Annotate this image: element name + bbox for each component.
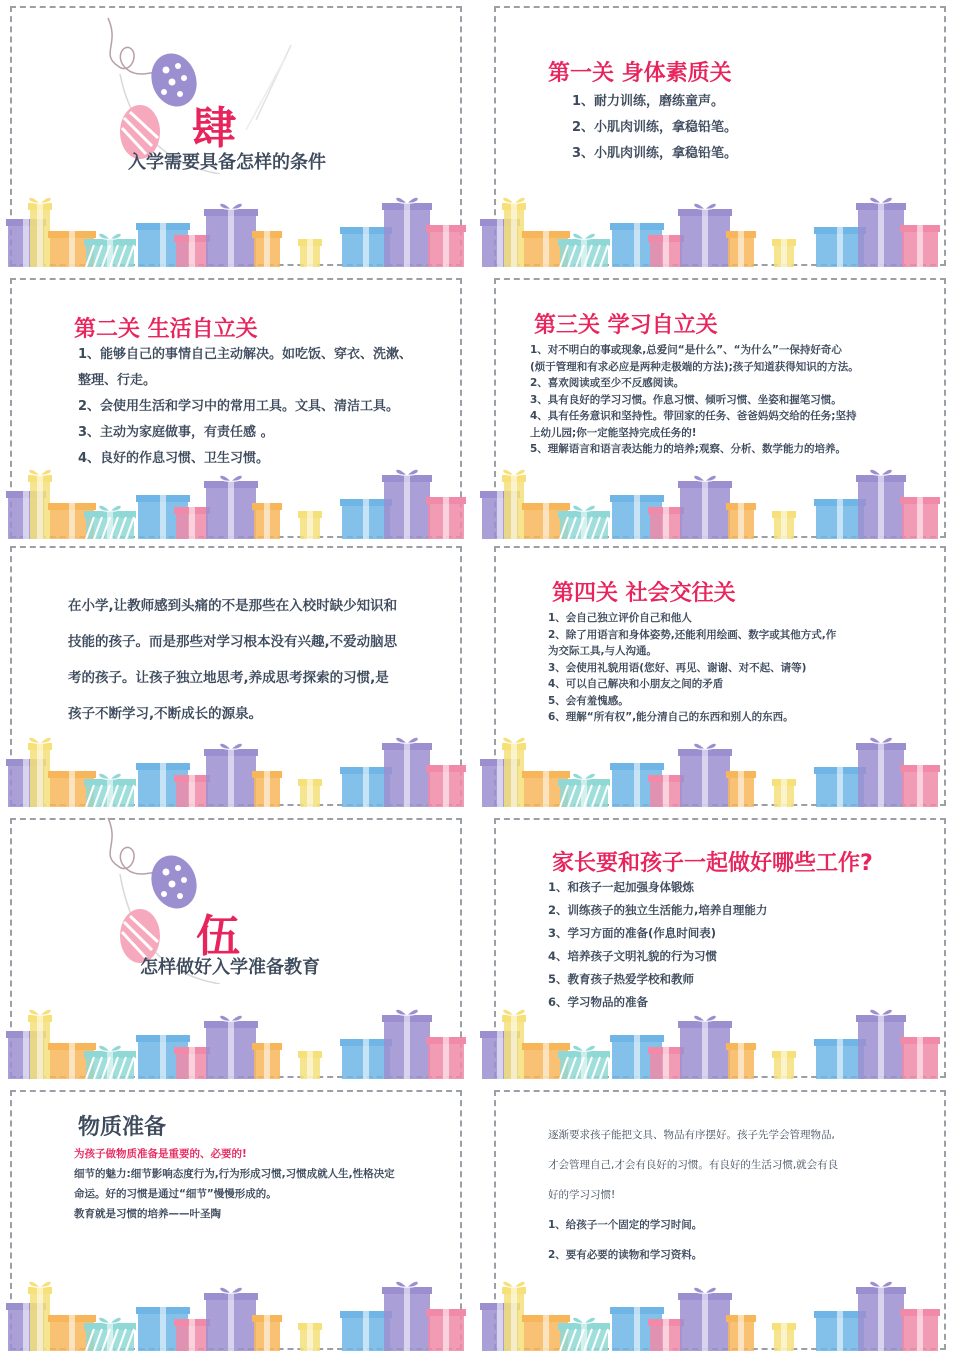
list-item: 2、小肌肉训练，拿稳铅笔。 [572, 120, 738, 135]
gift-box-icon [174, 775, 210, 807]
slide-8 [474, 812, 948, 1079]
swish-lines-icon [236, 40, 296, 130]
gift-box-icon [772, 239, 796, 267]
gift-box-icon [678, 1015, 732, 1079]
slide-10 [474, 1084, 948, 1351]
list-item: 1、耐力训练，磨练童声。 [572, 94, 725, 109]
gift-box-icon [204, 203, 258, 267]
gift-boxes-decoration-icon [474, 727, 948, 807]
gift-box-icon [204, 743, 258, 807]
gift-box-icon [298, 239, 322, 267]
gift-box-icon [382, 1009, 432, 1079]
list-item: 4、培养孩子文明礼貌的行为习惯 [548, 949, 717, 963]
list-item: 4、可以自己解决和小朋友之间的矛盾 [548, 678, 724, 690]
gift-box-icon [174, 235, 210, 267]
gift-box-icon [252, 771, 282, 807]
list-item: 3、会使用礼貌用语(您好、再见、谢谢、对不起、请等) [548, 661, 807, 674]
slide-6 [474, 540, 948, 807]
list-item: 4、良好的作息习惯、卫生习惯。 [78, 451, 270, 466]
slide-9 [0, 1084, 474, 1351]
list-item: 1、会自己独立评价自己和他人 [548, 612, 692, 624]
paragraph-line: 逐渐要求孩子能把文具、物品有序摆好。孩子先学会管理物品, [548, 1129, 835, 1141]
gift-box-icon [426, 1037, 466, 1079]
slide-2 [474, 0, 948, 267]
gift-boxes-decoration-icon [0, 187, 474, 267]
slide-body [74, 1144, 395, 1224]
slide-body [548, 610, 836, 726]
gift-box-icon [648, 507, 684, 539]
section-glyph: 伍 [196, 911, 240, 962]
list-item: 4、具有任务意识和坚持性。带回家的任务、爸爸妈妈交给的任务;坚持 [530, 410, 857, 422]
section-glyph: 肆 [192, 103, 236, 154]
gift-box-icon [856, 737, 906, 807]
gift-box-icon [648, 235, 684, 267]
gift-box-icon [900, 225, 940, 267]
gift-box-icon [678, 743, 732, 807]
slide-title: 第二关 生活自立关 [74, 317, 258, 342]
gift-box-icon [252, 503, 282, 539]
gift-box-icon [900, 765, 940, 807]
list-item: 上幼儿园;你一定能坚持完成任务的! [530, 426, 697, 439]
gift-box-icon [856, 197, 906, 267]
gift-boxes-decoration-icon [474, 459, 948, 539]
gift-box-icon [648, 775, 684, 807]
gift-box-icon [772, 1323, 796, 1351]
list-item: 2、除了用语言和身体姿势,还能利用绘画、数字或其他方式,作 [548, 628, 837, 641]
gift-box-icon [856, 1009, 906, 1079]
gift-box-icon [726, 231, 756, 267]
gift-box-icon [382, 469, 432, 539]
list-item: (烦于管理和有求必应是两种走极端的方法);孩子知道获得知识的方法。 [530, 360, 859, 373]
paragraph-line: 才会管理自己,才会有良好的习惯。有良好的生活习惯,就会有良 [548, 1159, 839, 1171]
paragraph-line: 在小学,让教师感到头痛的不是那些在入校时缺少知识和 [68, 598, 398, 614]
list-item: 3、学习方面的准备(作息时间表) [548, 926, 717, 940]
list-item: 5、教育孩子热爱学校和教师 [548, 972, 695, 986]
list-item: 5、理解语言和语言表达能力的培养;观察、分析、数学能力的培养。 [530, 443, 847, 455]
list-item: 6、学习物品的准备 [548, 995, 649, 1009]
gift-boxes-decoration-icon [474, 187, 948, 267]
gift-box-icon [174, 507, 210, 539]
gift-boxes-decoration-icon [0, 999, 474, 1079]
list-item: 1、和孩子一起加强身体锻炼 [548, 880, 695, 894]
list-item: 3、小肌肉训练，拿稳铅笔。 [572, 146, 738, 161]
gift-box-icon [856, 469, 906, 539]
list-item: 1、给孩子一个固定的学习时间。 [548, 1219, 703, 1231]
slide-body [572, 89, 737, 167]
slide-title: 物质准备 [78, 1115, 167, 1140]
slide-4 [474, 272, 948, 539]
list-item: 3、主动为家庭做事，有责任感 。 [78, 425, 274, 440]
gift-box-icon [382, 737, 432, 807]
paragraph-line: 技能的孩子。而是那些对学习根本没有兴趣,不爱动脑思 [68, 634, 398, 650]
gift-box-icon [298, 1323, 322, 1351]
list-item: 2、训练孩子的独立生活能力,培养自理能力 [548, 903, 768, 917]
list-item: 5、会有羞愧感。 [548, 694, 629, 707]
gift-box-icon [426, 1309, 466, 1351]
slide-body [548, 876, 767, 1014]
paragraph-line: 孩子不断学习,不断成长的源泉。 [68, 706, 263, 722]
slide-7 [0, 812, 474, 1079]
slide-title: 第三关 学习自立关 [534, 313, 718, 338]
gift-box-icon [174, 1047, 210, 1079]
slide-body [78, 342, 412, 472]
gift-box-icon [648, 1319, 684, 1351]
gift-box-icon [252, 1315, 282, 1351]
list-item: 6、理解“所有权”,能分清自己的东西和别人的东西。 [548, 711, 794, 723]
gift-box-icon [204, 1015, 258, 1079]
gift-box-icon [772, 1051, 796, 1079]
gift-box-icon [252, 1043, 282, 1079]
gift-box-icon [252, 231, 282, 267]
gift-boxes-decoration-icon [0, 459, 474, 539]
gift-box-icon [426, 225, 466, 267]
gift-box-icon [298, 511, 322, 539]
slide-3 [0, 272, 474, 539]
gift-box-icon [204, 1287, 258, 1351]
gift-boxes-decoration-icon [0, 727, 474, 807]
slide-body [548, 1120, 838, 1270]
section-subtitle: 入学需要具备怎样的条件 [128, 152, 326, 173]
gift-boxes-decoration-icon [474, 1271, 948, 1351]
list-item: 整理、行走。 [78, 373, 157, 388]
highlight-line: 为孩子做物质准备是重要的、必要的! [74, 1148, 247, 1160]
slide-body [68, 588, 397, 732]
gift-box-icon [726, 1315, 756, 1351]
gift-box-icon [382, 197, 432, 267]
paragraph-line: 好的学习习惯! [548, 1189, 616, 1201]
list-item: 2、要有必要的读物和学习资料。 [548, 1249, 703, 1261]
list-item: 1、能够自己的事情自己主动解决。如吃饭、穿衣、洗漱、 [78, 347, 413, 362]
gift-boxes-decoration-icon [474, 999, 948, 1079]
gift-box-icon [204, 475, 258, 539]
slide-title: 第一关 身体素质关 [548, 61, 732, 86]
gift-box-icon [772, 779, 796, 807]
gift-box-icon [900, 1309, 940, 1351]
paragraph-line: 命运。好的习惯是通过“细节”慢慢形成的。 [74, 1188, 277, 1200]
list-item: 1、对不明白的事或现象,总爱问“是什么”、“为什么”一保持好奇心 [530, 344, 842, 356]
gift-box-icon [648, 1047, 684, 1079]
gift-box-icon [426, 765, 466, 807]
gift-box-icon [678, 1287, 732, 1351]
gift-box-icon [678, 203, 732, 267]
gift-boxes-decoration-icon [0, 1271, 474, 1351]
gift-box-icon [726, 771, 756, 807]
list-item: 为交际工具,与人沟通。 [548, 645, 657, 657]
list-item: 2、喜欢阅读或至少不反感阅读。 [530, 377, 685, 389]
slide-title: 家长要和孩子一起做好哪些工作? [552, 851, 873, 876]
list-item: 3、具有良好的学习习惯。作息习惯、倾听习惯、坐姿和握笔习惯。 [530, 393, 842, 406]
slide-body [530, 342, 859, 458]
list-item: 2、会使用生活和学习中的常用工具。文具、清洁工具。 [78, 399, 400, 414]
paragraph-line: 考的孩子。让孩子独立地思考,养成思考探索的习惯,是 [68, 670, 389, 686]
gift-box-icon [726, 1043, 756, 1079]
gift-box-icon [678, 475, 732, 539]
slide-title: 第四关 社会交往关 [552, 581, 736, 606]
paragraph-line: 细节的魅力:细节影响态度行为,行为形成习惯,习惯成就人生,性格决定 [74, 1168, 395, 1180]
section-subtitle: 怎样做好入学准备教育 [140, 957, 320, 978]
gift-box-icon [900, 497, 940, 539]
slide-5 [0, 540, 474, 807]
paragraph-line: 教育就是习惯的培养——叶圣陶 [74, 1208, 221, 1220]
gift-box-icon [772, 511, 796, 539]
gift-box-icon [726, 503, 756, 539]
slide-1 [0, 0, 474, 267]
gift-box-icon [426, 497, 466, 539]
gift-box-icon [298, 779, 322, 807]
gift-box-icon [856, 1281, 906, 1351]
gift-box-icon [298, 1051, 322, 1079]
gift-box-icon [382, 1281, 432, 1351]
gift-box-icon [174, 1319, 210, 1351]
gift-box-icon [900, 1037, 940, 1079]
